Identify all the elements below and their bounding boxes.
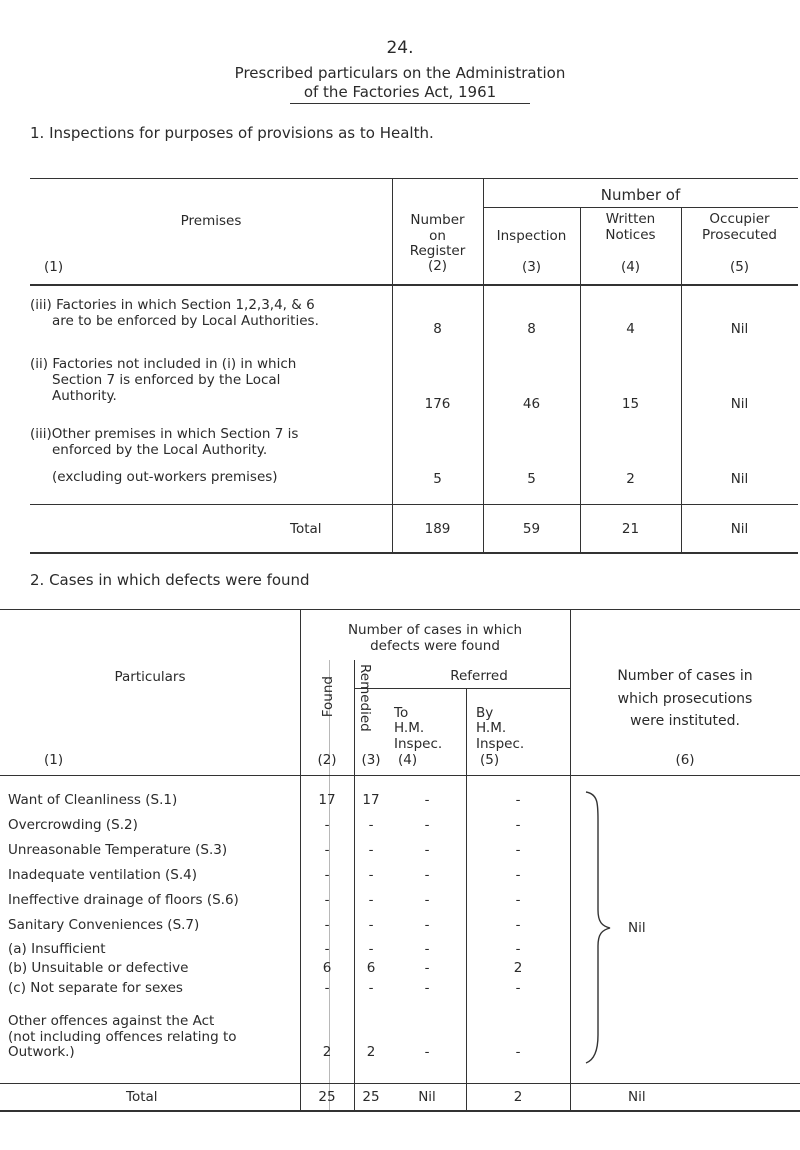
total-to: Nil bbox=[418, 1089, 436, 1105]
total-register: 189 bbox=[424, 521, 451, 537]
brace-icon bbox=[584, 790, 614, 1065]
col-referred-header: Referred bbox=[450, 668, 508, 684]
row-label: Other offences against the Act bbox=[8, 1013, 215, 1029]
cell-by: - bbox=[515, 842, 521, 858]
col6-number: (6) bbox=[675, 752, 695, 768]
col-premises-header: Premises bbox=[180, 213, 242, 229]
col2-number: (2) bbox=[317, 752, 337, 768]
section1-heading: 1. Inspections for purposes of provisions as to Health. bbox=[30, 124, 434, 142]
col-by-header-l2: H.M. bbox=[476, 720, 507, 736]
col5-number: (5) bbox=[729, 259, 750, 275]
cell-to: - bbox=[424, 817, 430, 833]
cell-to: - bbox=[424, 980, 430, 996]
cell-remedied: 17 bbox=[362, 792, 380, 808]
cell-remedied: - bbox=[368, 867, 374, 883]
cell-inspection: 5 bbox=[527, 471, 536, 487]
col2-number: (2) bbox=[427, 258, 448, 274]
col3-number: (3) bbox=[361, 752, 381, 768]
cell-register: 176 bbox=[424, 396, 451, 412]
cell-prosecuted: Nil bbox=[730, 321, 749, 337]
col-register-header-l2: on bbox=[429, 228, 446, 244]
row-label: (iii)Other premises in which Section 7 is bbox=[30, 426, 299, 442]
cell-found: - bbox=[324, 941, 330, 957]
col1-number: (1) bbox=[44, 752, 64, 768]
cell-found: - bbox=[324, 817, 330, 833]
cell-found: 17 bbox=[318, 792, 336, 808]
total-remedied: 25 bbox=[362, 1089, 380, 1105]
cell-inspection: 46 bbox=[522, 396, 541, 412]
cell-by: - bbox=[515, 917, 521, 933]
cell-remedied: - bbox=[368, 842, 374, 858]
cell-notices: 2 bbox=[626, 471, 635, 487]
row-label: are to be enforced by Local Authorities. bbox=[52, 313, 319, 329]
total-label: Total bbox=[290, 521, 322, 537]
cell-to: - bbox=[424, 917, 430, 933]
cell-remedied: - bbox=[368, 980, 374, 996]
col-remedied-header: Remedied bbox=[357, 664, 373, 732]
cell-to: - bbox=[424, 792, 430, 808]
cell-register: 8 bbox=[433, 321, 442, 337]
col4-number: (4) bbox=[620, 259, 641, 275]
cell-to: - bbox=[424, 960, 430, 976]
cell-to: - bbox=[424, 1044, 430, 1060]
col3-number: (3) bbox=[521, 259, 542, 275]
row-label: (excluding out-workers premises) bbox=[52, 469, 278, 485]
row-label: (a) Insufficient bbox=[8, 941, 106, 957]
cell-by: - bbox=[515, 892, 521, 908]
col-by-header-l1: By bbox=[476, 705, 494, 721]
row-label: Ineffective drainage of floors (S.6) bbox=[8, 892, 239, 908]
total-found: 25 bbox=[318, 1089, 336, 1105]
cell-by: - bbox=[515, 817, 521, 833]
col-to-header-l1: To bbox=[394, 705, 409, 721]
cell-remedied: 6 bbox=[366, 960, 376, 976]
row-label: (not including offences relating to bbox=[8, 1029, 237, 1045]
cell-by: - bbox=[515, 867, 521, 883]
row-label: Section 7 is enforced by the Local bbox=[52, 372, 281, 388]
row-label: Overcrowding (S.2) bbox=[8, 817, 138, 833]
col-particulars-header: Particulars bbox=[114, 669, 186, 685]
num-cases-header-l2: defects were found bbox=[370, 638, 500, 654]
page-title: Prescribed particulars on the Administration bbox=[234, 64, 566, 82]
num-cases-header-l1: Number of cases in which bbox=[347, 622, 523, 638]
cell-remedied: - bbox=[368, 892, 374, 908]
total-by: 2 bbox=[513, 1089, 523, 1105]
cell-notices: 4 bbox=[626, 321, 635, 337]
total-prosecuted: Nil bbox=[730, 521, 749, 537]
cell-notices: 15 bbox=[621, 396, 640, 412]
cell-found: 2 bbox=[322, 1044, 332, 1060]
row-label: (c) Not separate for sexes bbox=[8, 980, 183, 996]
row-label: Authority. bbox=[52, 388, 117, 404]
page-number: 24. bbox=[386, 38, 414, 58]
cell-by: 2 bbox=[513, 960, 523, 976]
cell-found: 6 bbox=[322, 960, 332, 976]
cell-to: - bbox=[424, 867, 430, 883]
row-label: (iii) Factories in which Section 1,2,3,4, & 6 bbox=[30, 297, 315, 313]
col-notices-header-l2: Notices bbox=[605, 227, 656, 243]
cell-found: - bbox=[324, 892, 330, 908]
cell-by: - bbox=[515, 792, 521, 808]
cell-inspection: 8 bbox=[527, 321, 536, 337]
cell-prosecuted: Nil bbox=[730, 471, 749, 487]
section2-heading: 2. Cases in which defects were found bbox=[30, 571, 310, 589]
cell-by: - bbox=[515, 980, 521, 996]
col4-number: (4) bbox=[398, 752, 418, 768]
row-label: Unreasonable Temperature (S.3) bbox=[8, 842, 228, 858]
cell-by: - bbox=[515, 1044, 521, 1060]
number-of-header: Number of bbox=[600, 186, 681, 204]
cell-remedied: 2 bbox=[366, 1044, 376, 1060]
col-prosecutions-header-l3: were instituted. bbox=[630, 713, 740, 729]
total-label: Total bbox=[126, 1089, 158, 1105]
row-label: (ii) Factories not included in (i) in which bbox=[30, 356, 297, 372]
cell-to: - bbox=[424, 892, 430, 908]
col-by-header-l3: Inspec. bbox=[476, 736, 525, 752]
col1-number: (1) bbox=[44, 259, 64, 275]
col-found-header: Found bbox=[320, 676, 336, 718]
col-prosecutions-header-l1: Number of cases in bbox=[617, 668, 753, 684]
cell-remedied: - bbox=[368, 941, 374, 957]
col-register-header-l1: Number bbox=[410, 212, 465, 228]
cell-remedied: - bbox=[368, 817, 374, 833]
row-label: Want of Cleanliness (S.1) bbox=[8, 792, 178, 808]
page-subtitle: of the Factories Act, 1961 bbox=[303, 83, 497, 101]
cell-by: - bbox=[515, 941, 521, 957]
col5-number: (5) bbox=[480, 752, 500, 768]
row-label: Inadequate ventilation (S.4) bbox=[8, 867, 198, 883]
col-to-header-l2: H.M. bbox=[394, 720, 425, 736]
total-notices: 21 bbox=[621, 521, 640, 537]
prosecutions-value: Nil bbox=[628, 920, 646, 936]
row-label: Outwork.) bbox=[8, 1044, 75, 1060]
row-label: (b) Unsuitable or defective bbox=[8, 960, 189, 976]
cell-found: - bbox=[324, 917, 330, 933]
row-label: enforced by the Local Authority. bbox=[52, 442, 268, 458]
col-to-header-l3: Inspec. bbox=[394, 736, 443, 752]
col-register-header-l3: Register bbox=[409, 243, 466, 259]
col-notices-header-l1: Written bbox=[605, 211, 656, 227]
cell-found: - bbox=[324, 980, 330, 996]
cell-found: - bbox=[324, 867, 330, 883]
title-underline bbox=[290, 103, 530, 104]
col-prosecuted-header-l2: Prosecuted bbox=[702, 227, 777, 243]
col-prosecuted-header-l1: Occupier bbox=[709, 211, 770, 227]
total-prosecutions: Nil bbox=[628, 1089, 646, 1105]
col-inspection-header: Inspection bbox=[496, 228, 567, 244]
cell-found: - bbox=[324, 842, 330, 858]
cell-to: - bbox=[424, 842, 430, 858]
cell-prosecuted: Nil bbox=[730, 396, 749, 412]
cell-to: - bbox=[424, 941, 430, 957]
cell-register: 5 bbox=[433, 471, 442, 487]
total-inspection: 59 bbox=[522, 521, 541, 537]
col-prosecutions-header-l2: which prosecutions bbox=[617, 691, 753, 707]
cell-remedied: - bbox=[368, 917, 374, 933]
row-label: Sanitary Conveniences (S.7) bbox=[8, 917, 200, 933]
